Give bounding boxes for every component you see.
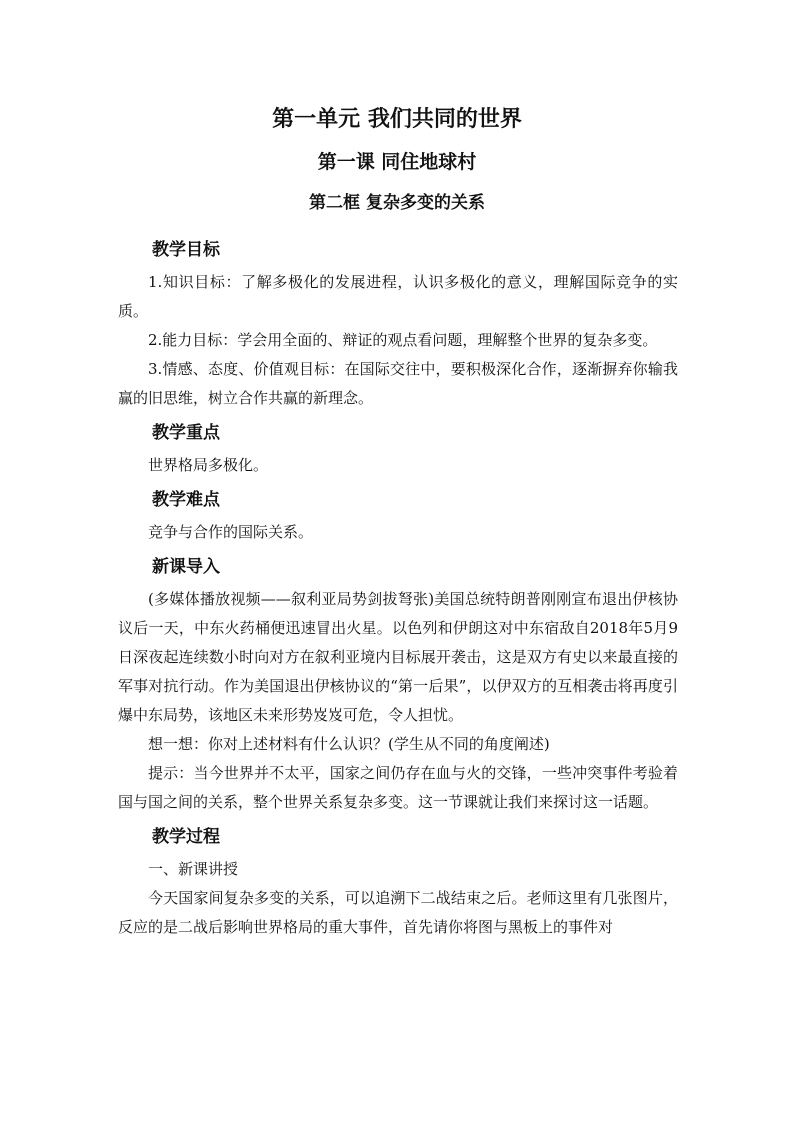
objectives-heading: 教学目标 xyxy=(152,240,220,260)
intro-heading: 新课导入 xyxy=(152,557,220,577)
process-heading: 教学过程 xyxy=(152,827,220,847)
objective-item: 2.能力目标：学会用全面的、辩证的观点看问题，理解整个世界的复杂多变。 xyxy=(148,331,658,349)
difficulty-heading: 教学难点 xyxy=(152,490,220,510)
difficulty-text: 竞争与合作的国际关系。 xyxy=(148,523,314,541)
document-body xyxy=(118,230,678,942)
process-subheading: 一、新课讲授 xyxy=(148,860,239,878)
process-paragraph: 今天国家间复杂多变的关系，可以追溯下二战结束之后。老师这里有几张图片，反应的是二战后影响世界格局的重大事件，首先请你将图与黑板上的事件对 xyxy=(118,889,678,936)
intro-hint: 提示：当今世界并不太平，国家之间仍存在血与火的交锋，一些冲突事件考验着国与国之间的关系，整个世界关系复杂多变。这一节课就让我们来探讨这一话题。 xyxy=(118,764,678,811)
key-point-text: 世界格局多极化。 xyxy=(148,456,269,474)
objective-item: 1.知识目标：了解多极化的发展进程，认识多极化的意义，理解国际竞争的实质。 xyxy=(118,273,678,320)
intro-paragraph: (多媒体播放视频——叙利亚局势剑拔弩张)美国总统特朗普刚刚宣布退出伊核协议后一天，中东火药桶便迅速冒出火星。以色列和伊朗这对中东宿敌自2018年5月9日深夜起连续数小时向对方在叙利亚境内目标展开袭击，这是双方有史以来最直接的军事对抗行动。作为美国退出伊核协议的“第一后果”，以伊双方的互相袭击将再度引爆中东局势，该地区未来形势岌岌可危，令人担忧。 xyxy=(118,590,678,724)
objective-item: 3.情感、态度、价值观目标：在国际交往中，要积极深化合作，逐渐摒弃你输我赢的旧思维，树立合作共赢的新理念。 xyxy=(118,360,678,407)
intro-question: 想一想：你对上述材料有什么认识？(学生从不同的角度阐述) xyxy=(148,735,550,753)
key-point-heading: 教学重点 xyxy=(152,423,220,443)
lesson-title: 第一课 同住地球村 xyxy=(317,151,477,173)
section-title: 第二框 复杂多变的关系 xyxy=(309,193,485,213)
unit-title: 第一单元 我们共同的世界 xyxy=(272,106,522,132)
